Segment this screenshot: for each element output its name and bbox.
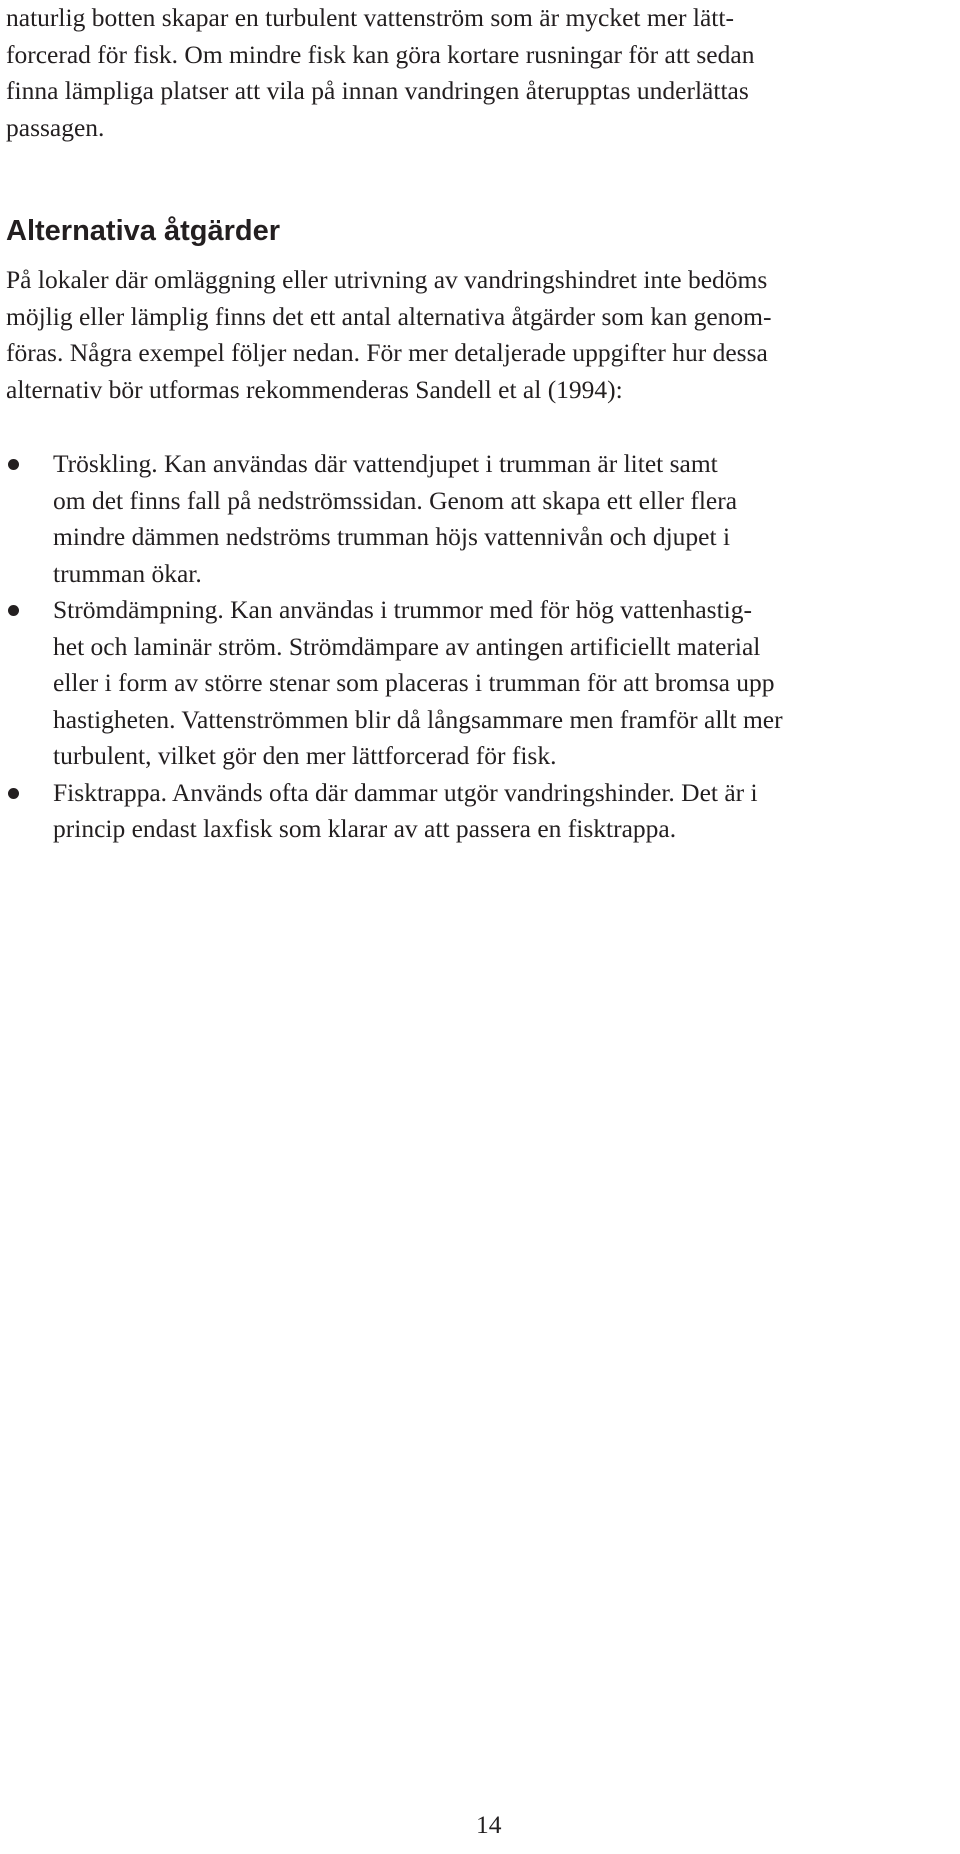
text-line: föras. Några exempel följer nedan. För mer detaljerade uppgifter hur dessa [6,338,768,367]
text-line: het och laminär ström. Strömdämpare av antingen artificiellt material [53,631,761,661]
section-paragraph [6,262,771,408]
text-line: turbulent, vilket gör den mer lättforcerad för fisk. [53,741,557,770]
bullet-list [6,446,783,848]
text-line: mindre dämmen nedströms trumman höjs vattennivån och djupet i [53,522,731,551]
text-line: Fisktrappa. Används ofta där dammar utgör vandringshinder. Det är i [53,777,758,807]
text-line: eller i form av större stenar som placeras i trumman för att bromsa upp [53,668,775,697]
text-line: alternativ bör utformas rekommenderas Sandell et al (1994): [6,374,623,404]
text-line: Tröskling. Kan användas där vattendjupet i trumman är litet samt [53,449,718,478]
bullet-dot-icon [8,605,19,616]
text-line: trumman ökar. [53,558,202,588]
text-line: På lokaler där omläggning eller utrivning av vandringshindret inte bedöms [6,265,768,294]
text-line: hastigheten. Vattenströmmen blir då långsammare men framför allt mer [53,704,783,734]
text-line: Strömdämpning. Kan användas i trummor med för hög vattenhastig- [53,595,752,624]
text-line: om det finns fall på nedströmssidan. Genom att skapa ett eller flera [53,485,738,515]
intro-paragraph [6,0,754,146]
bullet-dot-icon [8,459,19,470]
page-number: 14 [476,1810,502,1839]
text-line: finna lämpliga platser att vila på innan vandringen återupptas underlättas [6,76,749,105]
text-line: möjlig eller lämplig finns det ett antal alternativa åtgärder som kan genom- [6,301,772,331]
bullet-item-fisktrappa [6,775,783,848]
section-heading: Alternativa åtgärder [6,215,280,247]
bullet-item-troskling [6,446,783,592]
text-line: passagen. [6,112,105,142]
text-line: princip endast laxfisk som klarar av att passera en fisktrappa. [53,814,677,843]
bullet-dot-icon [8,788,19,799]
text-line: forcerad för fisk. Om mindre fisk kan göra kortare rusningar för att sedan [6,39,755,69]
bullet-item-stromdampning [6,592,783,775]
text-line: naturlig botten skapar en turbulent vattenström som är mycket mer lätt- [6,3,734,32]
